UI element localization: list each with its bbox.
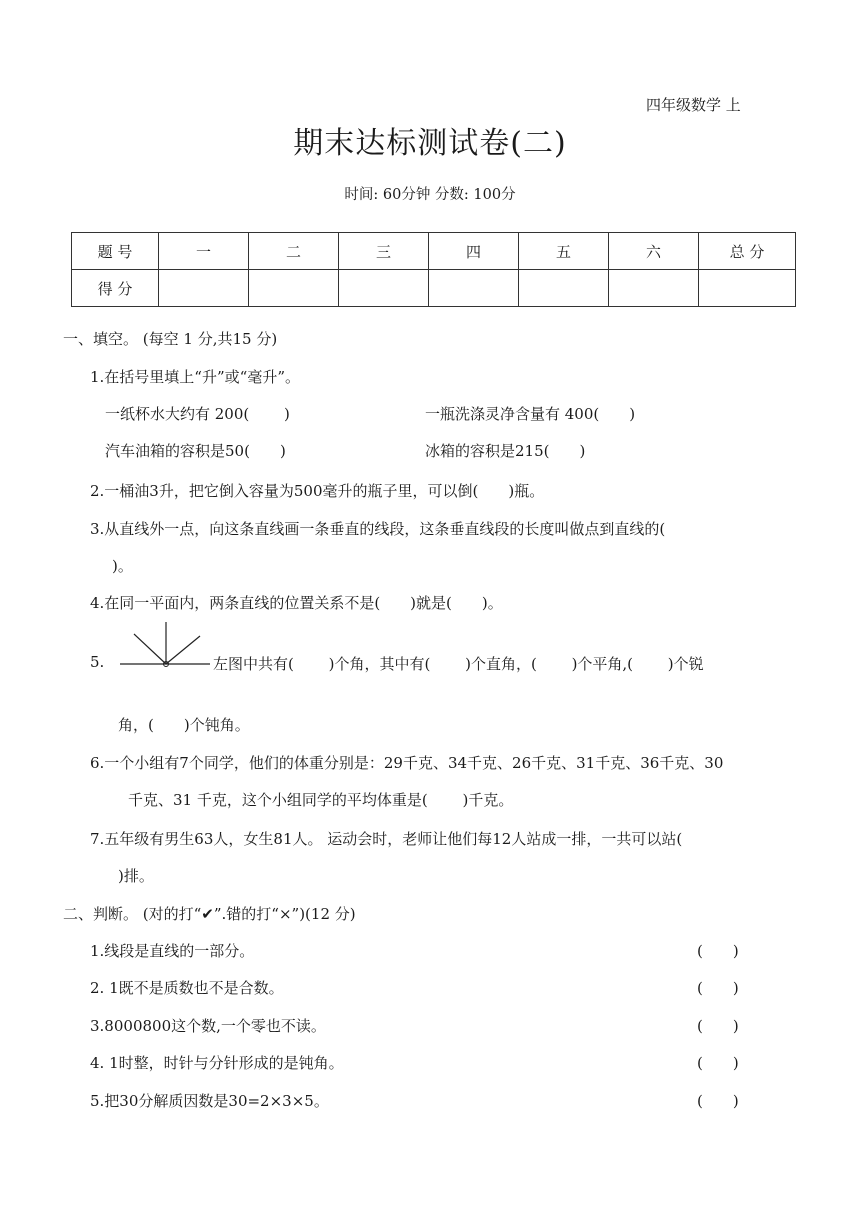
score-cell[interactable] <box>159 270 249 307</box>
judge-item: 4. 1时整，时针与分针形成的是钝角。 <box>90 1054 344 1072</box>
judge-item: 2. 1既不是质数也不是合数。 <box>90 979 284 997</box>
q1-item-a: 一纸杯水大约有 200( ) <box>105 405 290 423</box>
score-cell[interactable] <box>339 270 429 307</box>
q1-prompt: 1.在括号里填上“升”或“毫升”。 <box>90 368 300 386</box>
figure-right-ray <box>166 636 200 664</box>
table-header-cell: 四 <box>429 233 519 270</box>
q6-text-line2: 千克、31 千克，这个小组同学的平均体重是( )千克。 <box>128 791 514 809</box>
judge-item: 1.线段是直线的一部分。 <box>90 942 255 960</box>
judge-answer-blank[interactable]: ( ) <box>697 1017 739 1035</box>
figure-left-ray <box>134 634 166 664</box>
score-table-header-row <box>72 233 796 270</box>
score-cell[interactable] <box>699 270 796 307</box>
score-table <box>71 232 796 307</box>
judge-item: 3.8000800这个数,一个零也不读。 <box>90 1017 326 1035</box>
score-table-score-row <box>72 270 796 307</box>
q5-text-line2: 角，( )个钝角。 <box>118 716 250 734</box>
time-score-info: 时间: 60分钟 分数: 100分 <box>344 187 516 203</box>
section1-heading: 一、填空。 (每空 1 分,共15 分) <box>63 330 278 348</box>
judge-item: 5.把30分解质因数是30=2×3×5。 <box>90 1092 329 1110</box>
table-header-cell: 一 <box>159 233 249 270</box>
q1-item-d: 冰箱的容积是215( ) <box>425 442 586 460</box>
q3-text-line2: )。 <box>112 557 133 575</box>
q5-number: 5. <box>90 653 105 671</box>
table-header-cell: 六 <box>609 233 699 270</box>
table-header-cell: 二 <box>249 233 339 270</box>
judge-answer-blank[interactable]: ( ) <box>697 979 739 997</box>
q1-item-c: 汽车油箱的容积是50( ) <box>105 442 286 460</box>
q5-text-line1: 左图中共有( )个角，其中有( )个直角，( )个平角,( )个锐 <box>213 655 704 673</box>
score-cell[interactable] <box>519 270 609 307</box>
q4-text: 4.在同一平面内，两条直线的位置关系不是( )就是( )。 <box>90 594 503 612</box>
table-header-cell: 总 分 <box>699 233 796 270</box>
judge-answer-blank[interactable]: ( ) <box>697 1054 739 1072</box>
page-title: 期末达标测试卷(二) <box>293 126 567 161</box>
grade-label: 四年级数学 上 <box>646 96 741 114</box>
table-header-cell: 题 号 <box>72 233 159 270</box>
judge-answer-blank[interactable]: ( ) <box>697 1092 739 1110</box>
q6-text-line1: 6.一个小组有7个同学，他们的体重分别是：29千克、34千克、26千克、31千克、36千克、30 <box>90 754 724 772</box>
angles-figure <box>118 620 212 670</box>
table-header-cell: 三 <box>339 233 429 270</box>
table-row-label: 得 分 <box>72 270 159 307</box>
score-cell[interactable] <box>609 270 699 307</box>
section2-heading: 二、判断。 (对的打“✔”.错的打“×”)(12 分) <box>63 905 356 923</box>
score-cell[interactable] <box>429 270 519 307</box>
q7-text-line2: )排。 <box>118 867 154 885</box>
q7-text-line1: 7.五年级有男生63人，女生81人。 运动会时，老师让他们每12人站成一排，一共可以站( <box>90 830 683 848</box>
q2-text: 2.一桶油3升，把它倒入容量为500毫升的瓶子里，可以倒( )瓶。 <box>90 482 545 500</box>
q1-item-b: 一瓶洗涤灵净含量有 400( ) <box>425 405 636 423</box>
score-cell[interactable] <box>249 270 339 307</box>
table-header-cell: 五 <box>519 233 609 270</box>
q3-text-line1: 3.从直线外一点，向这条直线画一条垂直的线段，这条垂直线段的长度叫做点到直线的( <box>90 520 666 538</box>
judge-answer-blank[interactable]: ( ) <box>697 942 739 960</box>
